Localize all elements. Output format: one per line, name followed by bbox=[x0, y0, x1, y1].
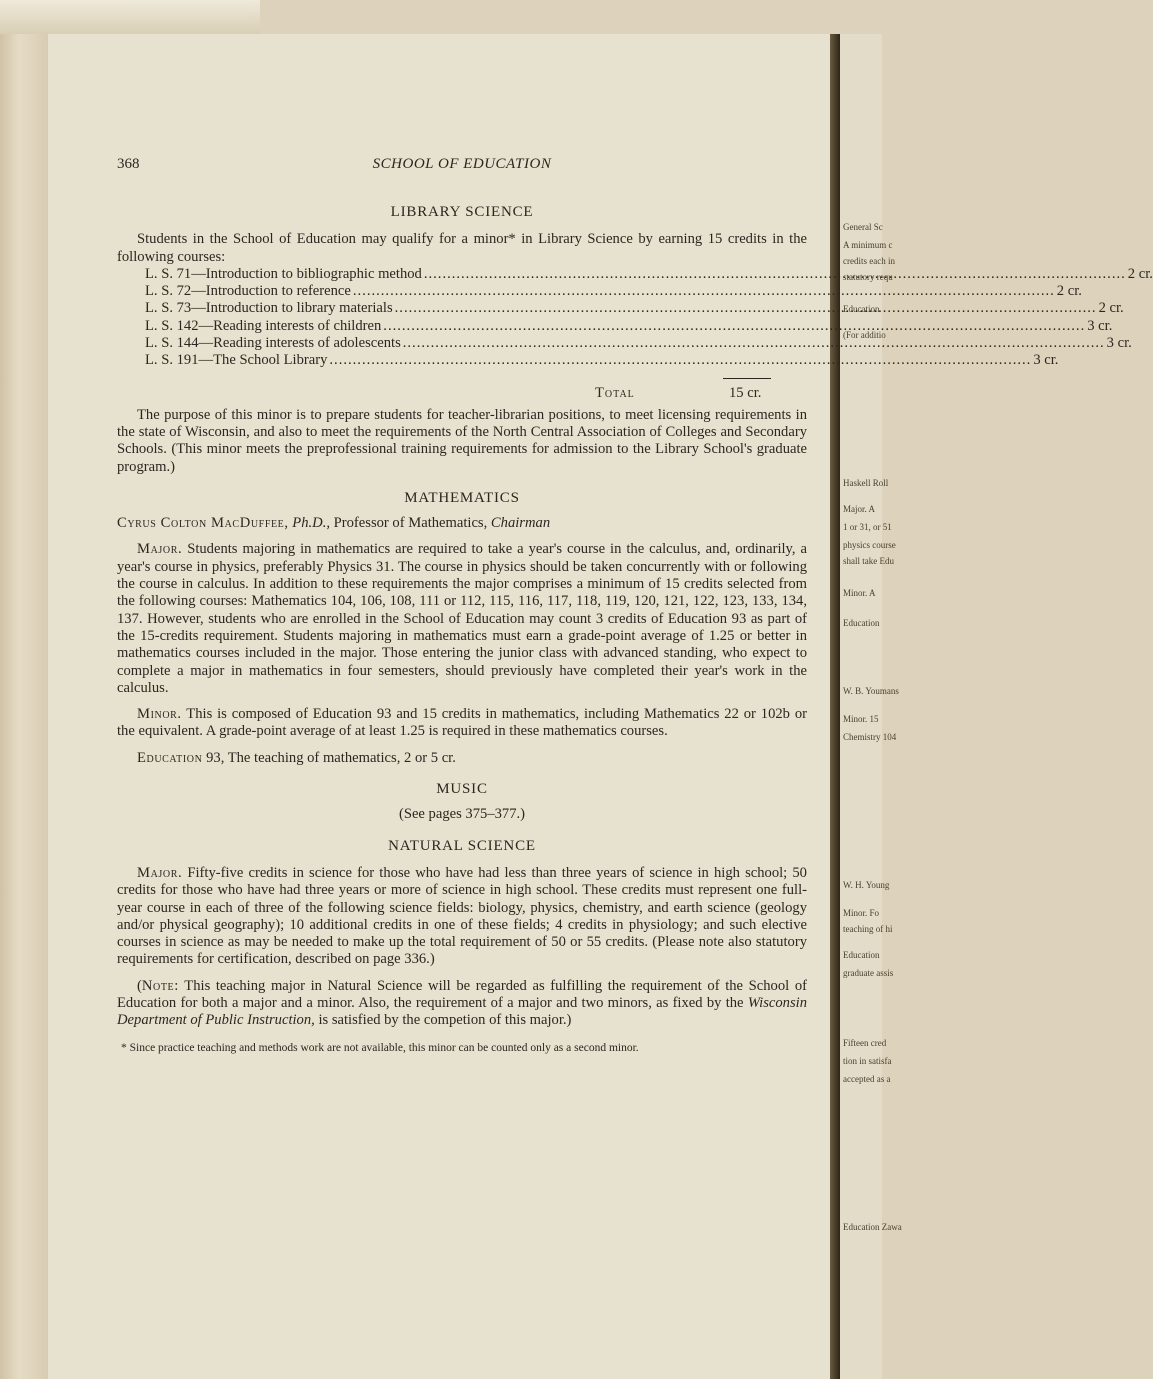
major-text: Fifty-five credits in science for those who have had less than three years of science in high school; 50 credits for those who have had three years or more of science in high school. These credits must represent one full-year course in each of three of the following science fields: biology, physics, chemistry, and earth science (geology and/or physical geography); 10 additional credits in one of these fields; 4 credits in physiology; and such elective courses in science as may be needed to make up the total requirement of 50 or 55 credits. (Please note also statutory requirements for certification, described on page 336.) bbox=[117, 864, 807, 968]
facing-fragment: Chemistry 104 bbox=[843, 732, 897, 742]
mathematics-heading: MATHEMATICS bbox=[404, 489, 520, 506]
facing-fragment: physics course bbox=[843, 540, 896, 550]
facing-fragment: statutory requ bbox=[843, 272, 893, 282]
library-science-heading: LIBRARY SCIENCE bbox=[390, 204, 534, 220]
math-minor bbox=[117, 706, 807, 741]
book-edge bbox=[0, 0, 48, 1379]
facing-fragment: teaching of hi bbox=[843, 924, 893, 934]
facing-fragment: W. B. Youmans bbox=[843, 686, 899, 696]
chair-name: Cyrus Colton MacDuffee, bbox=[117, 515, 289, 532]
facing-fragment: Education bbox=[843, 950, 880, 960]
course-name: L. S. 144—Reading interests of adolescents bbox=[145, 335, 401, 352]
course-credits: 3 cr. bbox=[1033, 352, 1059, 369]
course-name: L. S. 71—Introduction to bibliographic method bbox=[145, 265, 422, 282]
math-major bbox=[117, 541, 807, 697]
note-label: Note: bbox=[141, 977, 179, 994]
course-name: L. S. 191—The School Library bbox=[145, 352, 328, 369]
course-name: L. S. 142—Reading interests of children bbox=[145, 317, 382, 334]
facing-fragment: Education Zawa bbox=[843, 1222, 902, 1232]
chair-title: Professor of Mathematics, bbox=[333, 515, 488, 532]
note-italic: Wisconsin Department of Public Instruction, bbox=[117, 994, 807, 1029]
facing-fragment: Fifteen cred bbox=[843, 1038, 887, 1048]
natural-science-heading: NATURAL SCIENCE bbox=[388, 837, 536, 854]
facing-page-edge bbox=[840, 34, 902, 1379]
book-gutter bbox=[830, 34, 840, 1379]
course-credits: 2 cr. bbox=[1056, 283, 1082, 300]
facing-fragment: accepted as a bbox=[843, 1074, 891, 1084]
page-header bbox=[117, 150, 807, 180]
math-chair-line bbox=[117, 515, 807, 532]
education-text: 93, The teaching of mathematics, 2 or 5 cr. bbox=[206, 749, 456, 766]
minor-text: This is composed of Education 93 and 15 credits in mathematics, including Mathematics 22 or 102b or the equivalent. A grade-point average of at least 1.25 is required in these mathematics courses. bbox=[117, 706, 808, 740]
facing-fragment: shall take Edu bbox=[843, 556, 894, 566]
chair-degree: Ph.D., bbox=[292, 515, 330, 532]
education-label: Education bbox=[137, 749, 203, 766]
course-row bbox=[145, 352, 1059, 369]
facing-fragment: (For additio bbox=[843, 330, 886, 340]
facing-fragment: Minor. 15 bbox=[843, 714, 879, 724]
facing-fragment: W. H. Young bbox=[843, 880, 890, 890]
natural-note: (Note: This teaching major in Natural Science will be regarded as fulfilling the requirement of the School of Education for both a major and a minor. Also, the requirement of a major and two minors, as fixed by the Wisconsin Department of Public Instruction, is satisfied by the competion of this major.) bbox=[117, 977, 807, 1029]
course-credits: 2 cr. bbox=[1098, 300, 1124, 317]
total-label: Total bbox=[595, 384, 635, 401]
course-credits: 3 cr. bbox=[1087, 317, 1113, 334]
facing-fragment: Haskell Roll bbox=[843, 478, 889, 488]
facing-fragment: Major. A bbox=[843, 504, 876, 514]
facing-fragment: Minor. Fo bbox=[843, 908, 880, 918]
facing-fragment: credits each in bbox=[843, 256, 895, 266]
total-value: 15 cr. bbox=[729, 384, 762, 401]
total-rule bbox=[723, 378, 771, 379]
course-credits: 3 cr. bbox=[1106, 335, 1132, 352]
natural-major bbox=[117, 865, 807, 969]
minor-label: Minor. bbox=[137, 706, 182, 723]
page-number: 368 bbox=[117, 156, 140, 172]
major-text: Students majoring in mathematics are required to take a year's course in the calculus, and, ordinarily, a year's course in physics, preferably Physics 31. The course in physics should be taken concurrently with or following the course in calculus. In addition to these requirements the major comprises a minimum of 15 credits selected from the following courses: Mathematics 104, 106, 108, 111 or 112, 115, 116, 117, 118, 119, 120, 121, 122, 123, 133, 134, 137. However, students who are enrolled in the School of Education may count 3 credits of Education 93 as part of the 15-credits requirement. Students majoring in mathematics must earn a grade-point average of 1.25 or better in mathematics courses included in the major. Those entering the junior class with advanced standing, who expect to complete a major in mathematics in four semesters, should previously have completed their year's work in the calculus. bbox=[117, 541, 808, 696]
total-row bbox=[117, 383, 807, 407]
facing-fragment: tion in satisfa bbox=[843, 1056, 892, 1066]
library-purpose: The purpose of this minor is to prepare students for teacher-librarian positions, to meet licensing requirements in the state of Wisconsin, and also to meet the requirements of the North Central Association of Colleges and Secondary Schools. (This minor meets the preprofessional training requirements for admission to the Library School's graduate program.) bbox=[117, 406, 807, 475]
library-intro: Students in the School of Education may qualify for a minor* in Library Science by earning 15 credits in the following courses: bbox=[117, 231, 807, 265]
major-label: Major. bbox=[137, 541, 183, 558]
chair-role: Chairman bbox=[490, 515, 551, 532]
math-education bbox=[117, 750, 807, 767]
binding-tape bbox=[0, 0, 260, 34]
running-head: SCHOOL OF EDUCATION bbox=[372, 156, 552, 172]
course-row bbox=[145, 283, 1082, 300]
facing-fragment: Education bbox=[843, 618, 880, 628]
facing-fragment: Education bbox=[843, 304, 880, 314]
music-heading: MUSIC bbox=[436, 781, 488, 798]
course-name: L. S. 73—Introduction to library materials bbox=[145, 300, 393, 317]
facing-fragment: 1 or 31, or 51 bbox=[843, 522, 892, 532]
music-see-pages: (See pages 375–377.) bbox=[398, 806, 526, 823]
facing-fragment: Minor. A bbox=[843, 588, 876, 598]
course-name: L. S. 72—Introduction to reference bbox=[145, 283, 351, 300]
facing-fragment: A minimum c bbox=[843, 240, 893, 250]
facing-fragment: graduate assis bbox=[843, 968, 894, 978]
facing-fragment: General Sc bbox=[843, 222, 883, 232]
footnote: * Since practice teaching and methods work are not available, this minor can be counted only as a second minor. bbox=[121, 1041, 639, 1054]
course-credits: 2 cr. bbox=[1127, 265, 1153, 282]
major-label: Major. bbox=[137, 864, 183, 881]
